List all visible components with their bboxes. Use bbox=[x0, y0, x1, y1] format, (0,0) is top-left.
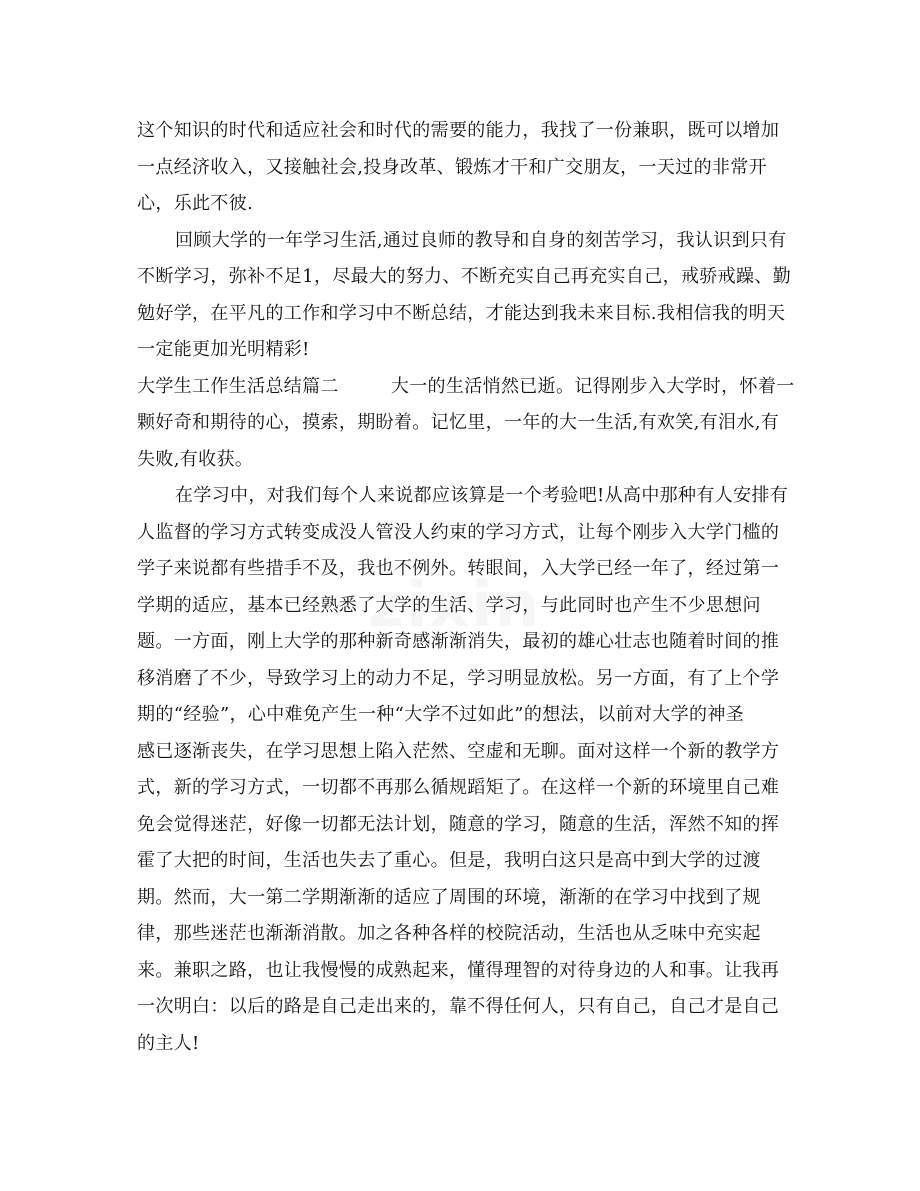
text-line: 移消磨了不少，导致学习上的动力不足，学习明显放松。另一方面，有了上个学 bbox=[137, 667, 780, 689]
document-body bbox=[137, 113, 795, 1062]
text-line: 一点经济收入，又接触社会,投身改革、锻炼才干和广交朋友，一天过的非常开 bbox=[137, 156, 767, 178]
text-line: 心，乐此不彼. bbox=[137, 193, 254, 214]
text-line: 回顾大学的一年学习生活,通过良师的教导和自身的刻苦学习，我认识到只有 bbox=[175, 229, 787, 251]
text-line: 来。兼职之路，也让我慢慢的成熟起来，懂得理智的对待身边的人和事。让我再 bbox=[137, 959, 780, 981]
text-line: 这个知识的时代和适应社会和时代的需要的能力，我找了一份兼职，既可以增加 bbox=[137, 120, 780, 141]
text-line: 免会觉得迷茫，好像一切都无法计划，随意的学习，随意的生活，浑然不知的挥 bbox=[137, 813, 780, 835]
section-first-line: 大一的生活悄然已逝。记得刚步入大学时，怀着一 bbox=[390, 375, 795, 397]
text-line: 颗好奇和期待的心，摸索，期盼着。记忆里，一年的大一生活,有欢笑,有泪水,有 bbox=[137, 412, 780, 433]
text-line: 一定能更加光明精彩! bbox=[137, 339, 310, 360]
section-heading: 大学生工作生活总结篇二 bbox=[137, 375, 339, 397]
text-line: 感已逐渐丧失，在学习思想上陷入茫然、空虚和无聊。面对这样一个新的教学方 bbox=[137, 740, 780, 762]
text-line: 一次明白：以后的路是自己走出来的，靠不得任何人，只有自己，自己才是自己 bbox=[137, 996, 780, 1017]
text-line: 的主人! bbox=[137, 1032, 200, 1054]
text-line: 期的“经验”，心中难免产生一种“大学不过如此”的想法，以前对大学的神圣 bbox=[137, 704, 745, 725]
text-line: 勉好学，在平凡的工作和学习中不断总结，才能达到我未来目标.我相信我的明天 bbox=[137, 302, 786, 324]
watermark-logo: zixin bbox=[368, 568, 541, 641]
text-line: 题。一方面，刚上大学的那种新奇感渐渐消失，最初的雄心壮志也随着时间的推 bbox=[137, 631, 780, 652]
text-line: 人监督的学习方式转变成没人管没人约束的学习方式，让每个刚步入大学门槛的 bbox=[137, 521, 780, 543]
text-line: 学子来说都有些措手不及，我也不例外。转眼间，入大学已经一年了，经过第一 bbox=[137, 558, 780, 579]
section-heading-line bbox=[137, 369, 795, 406]
text-line: 失败,有收获。 bbox=[137, 448, 254, 470]
text-line: 不断学习，弥补不足1，尽最大的努力、不断充实自己再充实自己，戒骄戒躁、勤 bbox=[137, 266, 792, 287]
text-line: 霍了大把的时间，生活也失去了重心。但是，我明白这只是高中到大学的过渡 bbox=[137, 850, 761, 871]
text-line: 期。然而，大一第二学期渐渐的适应了周围的环境，渐渐的在学习中找到了规 bbox=[137, 886, 761, 908]
text-line: 式，新的学习方式，一切都不再那么循规蹈矩了。在这样一个新的环境里自己难 bbox=[137, 777, 780, 798]
text-line: 律，那些迷茫也渐渐消散。加之各种各样的校院活动，生活也从乏味中充实起 bbox=[137, 923, 761, 944]
text-line: 在学习中，对我们每个人来说都应该算是一个考验吧!从高中那种有人安排有 bbox=[175, 485, 789, 506]
text-line: 学期的适应，基本已经熟悉了大学的生活、学习，与此同时也产生不少思想问 bbox=[137, 594, 761, 616]
